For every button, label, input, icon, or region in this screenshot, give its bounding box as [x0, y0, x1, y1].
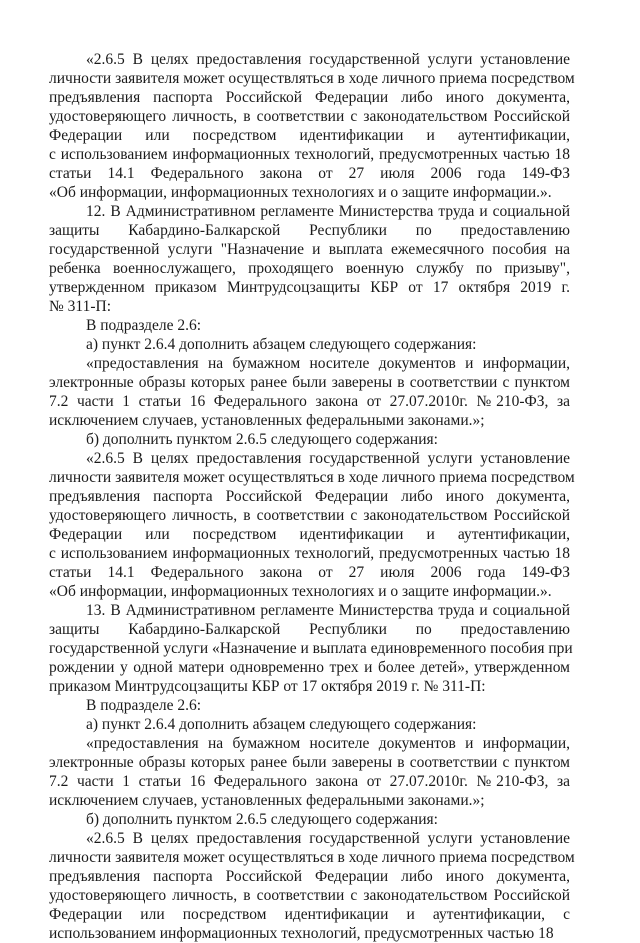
text-line: 7.2 части 1 статьи 16 Федерального закона от 27.07.2010г. №210-ФЗ, за — [49, 393, 570, 410]
text-line: 12. В Административном регламенте Министерства труда и социальной — [86, 203, 570, 220]
text-line: В подразделе 2.6: — [86, 317, 202, 334]
text-line: статьи 14.1 Федерального закона от 27 июля 2006 года 149-ФЗ — [49, 564, 570, 581]
text-line: В подразделе 2.6: — [86, 697, 202, 714]
text-line: б) дополнить пунктом 2.6.5 следующего содержания: — [86, 811, 438, 828]
text-line: «Об информации, информационных технологиях и о защите информации.». — [49, 583, 552, 600]
text-line: удостоверяющего личность, в соответствии с законодательством Российской — [49, 507, 570, 524]
text-line: Федерации или посредством идентификации и аутентификации, — [49, 127, 570, 144]
text-line: исключением случаев, установленных федеральными законами.»; — [49, 792, 485, 809]
text-line: электронные образы которых ранее были заверены в соответствии с пунктом — [49, 754, 570, 771]
text-line: с использованием информационных технологий, предусмотренных частью 18 — [49, 146, 570, 163]
text-line: ребенка военнослужащего, проходящего военную службу по призыву", — [49, 260, 570, 277]
text-line: государственной услуги «Назначение и выплата единовременного пособия при — [49, 640, 573, 657]
text-line: Федерации или посредством идентификации и аутентификации, с — [49, 906, 570, 923]
text-line: рождении у одной матери одновременно трех и более детей», утвержденном — [49, 659, 570, 676]
text-line: исключением случаев, установленных федеральными законами.»; — [49, 412, 485, 429]
text-line: личности заявителя может осуществляться в ходе личного приема посредством — [49, 70, 575, 87]
text-line: статьи 14.1 Федерального закона от 27 июля 2006 года 149-ФЗ — [49, 165, 570, 182]
text-line: «2.6.5 В целях предоставления государственной услуги установление — [86, 830, 570, 847]
text-line: удостоверяющего личность, в соответствии с законодательством Российской — [49, 108, 570, 125]
text-line: № 311-П: — [49, 298, 111, 315]
text-line: с использованием информационных технологий, предусмотренных частью 18 — [49, 545, 570, 562]
text-line: «предоставления на бумажном носителе документов и информации, — [86, 355, 570, 372]
text-line: а) пункт 2.6.4 дополнить абзацем следующего содержания: — [86, 336, 477, 353]
text-line: защиты Кабардино-Балкарской Республики по предоставлению — [49, 621, 570, 638]
text-line: защиты Кабардино-Балкарской Республики по предоставлению — [49, 222, 570, 239]
text-line: предъявления паспорта Российской Федерации либо иного документа, — [49, 868, 570, 885]
text-line: «предоставления на бумажном носителе документов и информации, — [86, 735, 570, 752]
text-line: а) пункт 2.6.4 дополнить абзацем следующего содержания: — [86, 716, 477, 733]
text-line: 7.2 части 1 статьи 16 Федерального закона от 27.07.2010г. №210-ФЗ, за — [49, 773, 570, 790]
text-line: предъявления паспорта Российской Федерации либо иного документа, — [49, 488, 570, 505]
text-line: приказом Минтрудсоцзащиты КБР от 17 октября 2019 г. № 311-П: — [49, 678, 486, 695]
text-line: государственной услуги "Назначение и выплата ежемесячного пособия на — [49, 241, 570, 258]
text-line: личности заявителя может осуществляться в ходе личного приема посредством — [49, 849, 575, 866]
text-line: удостоверяющего личность, в соответствии с законодательством Российской — [49, 887, 570, 904]
text-line: предъявления паспорта Российской Федерации либо иного документа, — [49, 89, 570, 106]
text-line: «2.6.5 В целях предоставления государственной услуги установление — [86, 51, 570, 68]
text-line: использованием информационных технологий, предусмотренных частью 18 — [49, 925, 554, 942]
text-line: «Об информации, информационных технологиях и о защите информации.». — [49, 184, 552, 201]
text-line: Федерации или посредством идентификации и аутентификации, — [49, 526, 570, 543]
text-line: 13. В Административном регламенте Министерства труда и социальной — [86, 602, 570, 619]
text-line: электронные образы которых ранее были заверены в соответствии с пунктом — [49, 374, 570, 391]
text-line: б) дополнить пунктом 2.6.5 следующего содержания: — [86, 431, 438, 448]
text-line: утвержденном приказом Минтрудсоцзащиты КБР от 17 октября 2019 г. — [49, 279, 570, 296]
text-line: личности заявителя может осуществляться в ходе личного приема посредством — [49, 469, 575, 486]
text-line: «2.6.5 В целях предоставления государственной услуги установление — [86, 450, 570, 467]
